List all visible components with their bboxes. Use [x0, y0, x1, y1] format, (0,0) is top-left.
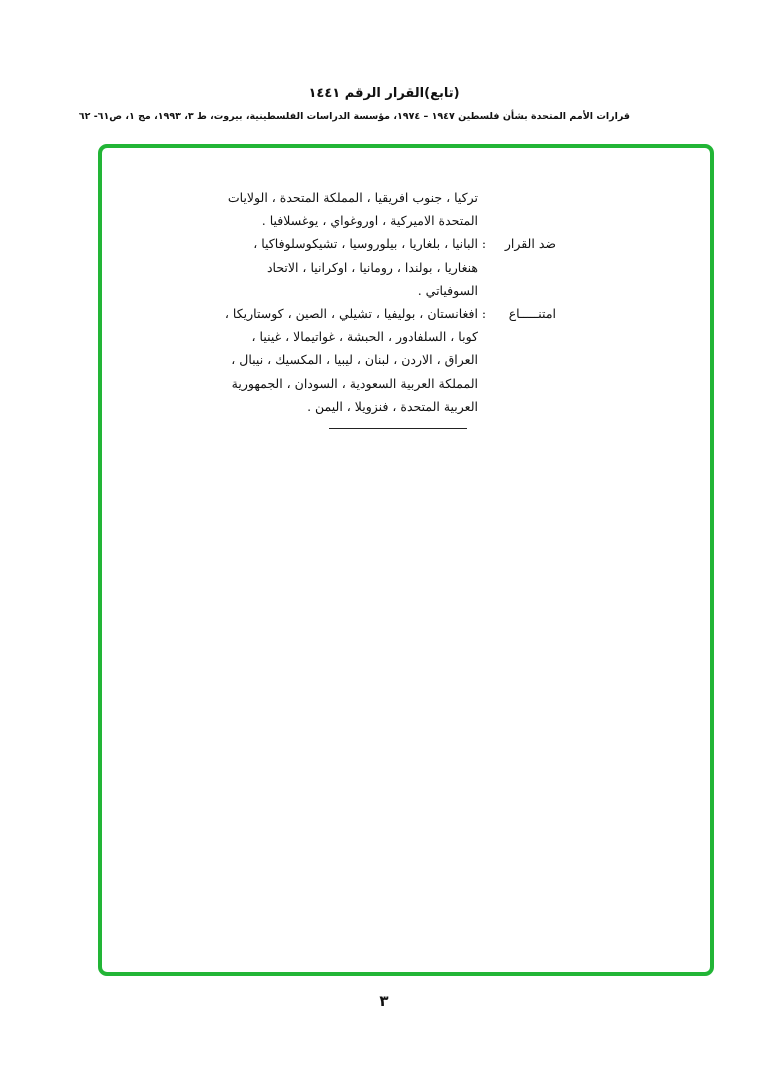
text-line: المتحدة الاميركية ، اوروغواي ، يوغسلافيا . — [261, 213, 478, 229]
page-title: (تابع)القرار الرقم ١٤٤١ — [308, 86, 460, 101]
text-line: افغانستان ، بوليفيا ، تشيلي ، الصين ، كوستاريكا ، — [224, 306, 478, 322]
page-number: ٣ — [379, 992, 389, 1010]
vote-abstain-label: امتنـــــاع — [508, 306, 556, 322]
colon: : — [481, 236, 487, 252]
vote-against — [226, 232, 556, 302]
end-rule — [329, 428, 467, 429]
text-line: كوبا ، السلفادور ، الحبشة ، غواتيمالا ، غينيا ، — [251, 329, 478, 345]
vote-record — [226, 186, 556, 418]
text-line: هنغاريا ، بولندا ، رومانيا ، اوكرانيا ، الاتحاد — [266, 259, 478, 275]
vote-for-continued — [226, 186, 556, 232]
text-line: البانيا ، بلغاريا ، بيلوروسيا ، تشيكوسلوفاكيا ، — [253, 236, 478, 252]
vote-against-label: ضد القرار — [504, 236, 556, 252]
text-line: العربية المتحدة ، فنزويلا ، اليمن . — [307, 398, 478, 414]
text-line: تركيا ، جنوب افريقيا ، المملكة المتحدة ، الولايات — [227, 190, 478, 205]
text-line: السوفياتي . — [417, 282, 478, 298]
text-line: المملكة العربية السعودية ، السودان ، الجمهورية — [231, 375, 478, 391]
source-citation: قرارات الأمم المتحدة بشأن فلسطين ١٩٤٧ – ١٩٧٤، مؤسسة الدراسات الفلسطينية، بيروت، ط ٣، ١٩٩٣، مج ١، ص٦١- ٦٢ — [78, 111, 630, 122]
colon: : — [481, 306, 487, 322]
text-line: العراق ، الاردن ، لبنان ، ليبيا ، المكسيك ، نيبال ، — [231, 352, 478, 368]
vote-abstain — [226, 302, 556, 418]
